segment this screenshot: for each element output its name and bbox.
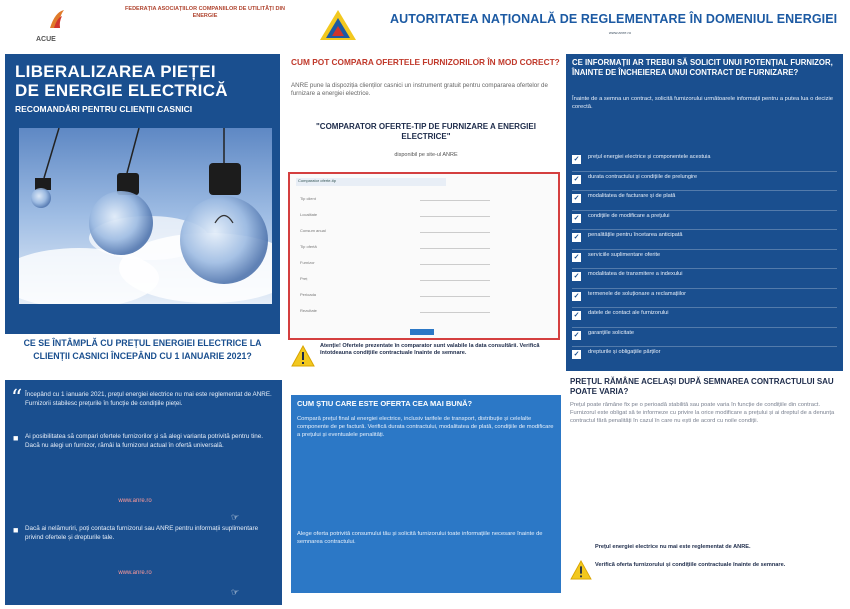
anre-title: AUTORITATEA NAȚIONALĂ DE REGLEMENTARE ÎN DOMENIUL ENERGIEI <box>390 12 838 26</box>
checklist-item-text: termenele de soluționare a reclamațiilor <box>588 290 686 297</box>
supplier-info-intro: Înainte de a semna un contract, solicită furnizorului următoarele informații pentru a putea lua o decizie corectă. <box>572 96 834 110</box>
comparator-warning-text: Atenție! Ofertele prezentate în comparator sunt valabile la data consultării. Verifică întotdeauna condițiile contractuale înainte de semnare. <box>320 343 540 357</box>
form-row-label: Consum anual <box>300 228 326 233</box>
cursor-icon: ☞ <box>231 512 240 522</box>
supplier-info-title: CE INFORMAȚII AR TREBUI SĂ SOLICIT UNUI POTENȚIAL FURNIZOR, ÎNAINTE DE ÎNCHEIEREA UNUI CONTRACT DE FURNIZARE? <box>572 58 833 77</box>
right-bottom-notes <box>570 540 842 602</box>
checklist-item-text: penalitățile pentru încetarea anticipată <box>588 232 683 238</box>
checklist-item-text: drepturile și obligațiile părților <box>588 349 661 355</box>
left-link-1[interactable]: www.anre.ro <box>118 498 152 504</box>
checklist-divider <box>572 210 837 211</box>
checklist-item-text: prețul energiei electrice și componentele acestuia <box>588 154 711 160</box>
check-icon: ✓ <box>573 214 580 222</box>
checklist-divider <box>572 327 837 328</box>
main-subtitle: RECOMANDĂRI PENTRU CLIENȚII CASNICI <box>15 104 193 114</box>
comparator-submit-button[interactable] <box>410 329 434 335</box>
form-row-label: Rezultate <box>300 308 317 313</box>
anre-logo <box>318 8 358 42</box>
quote-icon: “ <box>11 386 23 411</box>
best-offer-paragraph-2: Alege oferta potrivită consumului tău și solicită furnizorului toate informațiile necesare înainte de semnarea contractului. <box>297 531 543 545</box>
check-icon: ✓ <box>573 351 580 358</box>
price-change-question: PREȚUL RĂMÂNE ACELAȘI DUPĂ SEMNAREA CONTRACTULUI SAU POATE VARIA? <box>570 377 834 396</box>
note-text-2: Verifică oferta furnizorului și condițiile contractuale înainte de semnare. <box>595 562 786 568</box>
left-info-panel <box>5 380 282 605</box>
left-hero-panel <box>5 54 280 334</box>
checklist-divider <box>572 249 837 250</box>
checklist-item-text: datele de contact ale furnizorului <box>588 310 669 316</box>
checklist-item-text: garanțiile solicitate <box>588 329 635 336</box>
note-text-1: Prețul energiei electrice nu mai este reglementat de ANRE. <box>595 544 751 550</box>
check-icon: ✓ <box>573 273 580 280</box>
checklist-divider <box>572 229 837 230</box>
checklist-divider <box>572 190 837 191</box>
bullet-icon: ■ <box>13 433 19 443</box>
comparator-screenshot <box>288 172 560 340</box>
warning-icon <box>291 345 315 367</box>
page-header <box>0 0 850 52</box>
price-question-heading: CE SE ÎNTÂMPLĂ CU PREȚUL ENERGIEI ELECTRICE LA CLIENȚII CASNICI ÎNCEPÂND CU 1 IANUARIE 2021? <box>23 338 262 361</box>
checklist-item-text: durata contractului și condițiile de prelungire <box>588 173 698 180</box>
form-row-label: Tip client <box>300 196 316 201</box>
checklist-divider <box>572 171 837 172</box>
left-paragraph-2: Ai posibilitatea să compari ofertele furnizorilor și să alegi varianta potrivită pentru tine. Dacă nu alegi un furnizor, rămâi la furnizorul actual în ofertă universală. <box>25 433 263 449</box>
acue-org-name: FEDERAȚIA ASOCIAȚIILOR COMPANIILOR DE UTILITĂȚI DIN ENERGIE <box>125 6 285 19</box>
form-row-label: Localitate <box>300 212 318 217</box>
main-title-line2: DE ENERGIE ELECTRICĂ <box>15 81 228 100</box>
best-offer-paragraph-1: Compară prețul final al energiei electrice, inclusiv tarifele de transport, distribuție și celelalte componente de pe factură. Verifică durata contractului, modalitatea de plată, condițiile de modificare a prețului și eventualele penalități. <box>297 416 554 438</box>
check-icon: ✓ <box>573 253 580 261</box>
comparator-subtitle: disponibil pe site-ul ANRE <box>394 152 458 158</box>
checklist-divider <box>572 346 837 347</box>
form-row-label: Preț <box>300 276 308 281</box>
price-change-paragraph: Prețul poate rămâne fix pe o perioadă stabilită sau poate varia în funcție de condițiile din contract. Furnizorul este obligat să te informeze cu privire la orice modificare a prețului și ai dreptul de a denunța contractul fără penalități în cazul în care nu ești de acord cu noile condiții. <box>570 402 835 424</box>
comparator-form-header: Comparator oferte-tip <box>296 178 446 186</box>
anre-subtitle: www.anre.ro <box>608 30 632 35</box>
checklist-item-text: serviciile suplimentare oferite <box>588 251 661 258</box>
left-paragraph-1: Începând cu 1 ianuarie 2021, prețul energiei electrice nu mai este reglementat de ANRE. Furnizorii stabilesc prețurile în funcție de condițiile pieței. <box>25 391 272 407</box>
main-title-line1: LIBERALIZAREA PIEȚEI <box>15 62 216 81</box>
checklist-item-text: modalitatea de transmitere a indexului <box>588 271 683 277</box>
left-paragraph-3: Dacă ai nelămuriri, poți contacta furnizorul sau ANRE pentru informații suplimentare privind ofertele și drepturile tale. <box>25 525 259 541</box>
check-icon: ✓ <box>573 195 580 202</box>
comparator-title: "COMPARATOR OFERTE-TIP DE FURNIZARE A ENERGIEI ELECTRICE" <box>316 122 536 141</box>
check-icon: ✓ <box>573 234 580 241</box>
main-title <box>15 62 275 100</box>
compare-question: CUM POT COMPARA OFERTELE FURNIZORILOR ÎN MOD CORECT? <box>291 57 560 67</box>
best-offer-title: CUM ȘTIU CARE ESTE OFERTA CEA MAI BUNĂ? <box>297 399 473 408</box>
best-offer-panel <box>291 395 561 593</box>
warning-icon <box>570 560 592 580</box>
checklist-divider <box>572 288 837 289</box>
checklist-divider <box>572 268 837 269</box>
check-icon: ✓ <box>573 312 580 319</box>
check-icon: ✓ <box>573 156 580 163</box>
check-icon: ✓ <box>573 331 580 339</box>
form-row-label: Perioada <box>300 292 317 297</box>
lightbulbs-photo <box>19 128 272 304</box>
checklist-item <box>572 349 837 369</box>
cursor-icon: ☞ <box>231 587 240 597</box>
checklist-item-text: modalitatea de facturare și de plată <box>588 193 676 199</box>
bullet-icon: ■ <box>13 525 19 535</box>
check-icon: ✓ <box>573 292 580 300</box>
left-link-2[interactable]: www.anre.ro <box>118 570 152 576</box>
acue-logo-text: ACUE <box>36 36 56 43</box>
check-icon: ✓ <box>573 175 580 183</box>
supplier-info-panel <box>566 54 843 371</box>
checklist-divider <box>572 307 837 308</box>
form-row-label: Furnizor <box>300 260 315 265</box>
compare-paragraph: ANRE pune la dispoziția clienților casnici un instrument gratuit pentru compararea ofertelor de furnizare a energiei electrice. <box>291 82 548 97</box>
form-row-label: Tip ofertă <box>300 244 317 249</box>
checklist-item-text: condițiile de modificare a prețului <box>588 212 670 219</box>
